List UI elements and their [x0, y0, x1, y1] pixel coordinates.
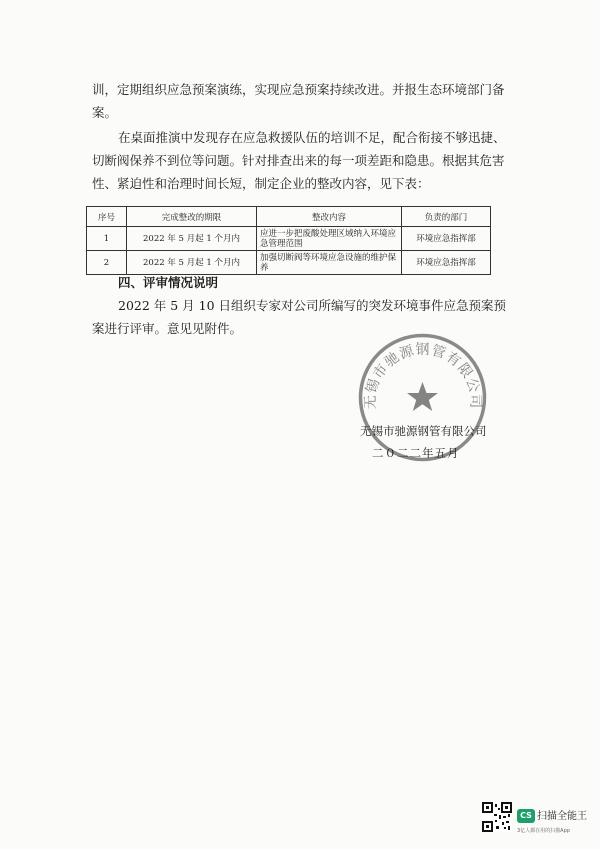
- header-content: 整改内容: [257, 207, 402, 227]
- header-department: 负责的部门: [402, 207, 491, 227]
- table-row: [87, 227, 491, 251]
- app-name: 扫描全能王: [537, 811, 587, 822]
- app-slogan: 3亿人都在用的扫描App: [517, 828, 570, 834]
- cell-index: 1: [87, 227, 127, 251]
- cell-department: 环境应急指挥部: [402, 227, 491, 251]
- header-deadline: 完成整改的期限: [127, 207, 257, 227]
- cell-deadline: 2022 年 5 月起 1 个月内: [127, 227, 257, 251]
- cell-content: 应进一步把废酸处理区域纳入环境应急管理范围: [257, 227, 402, 251]
- paragraph-deficiencies: 在桌面推演中发现存在应急救援队伍的培训不足，配合衔接不够迅捷、切断阀保养不到位等问题。针对排查出来的每一项差距和隐患。根据其危害性、紧迫性和治理时间长短，制定企业的整改内容，见下表：: [92, 130, 506, 191]
- cell-deadline: 2022 年 5 月起 1 个月内: [127, 251, 257, 275]
- camscanner-logo-icon: CS: [517, 809, 535, 823]
- paragraph-drill: 训，定期组织应急预案演练，实现应急预案持续改进。并报生态环境部门备案。: [92, 82, 505, 120]
- qr-code-icon: [482, 802, 512, 832]
- table-header-row: [87, 207, 491, 227]
- svg-text:无锡市驰源钢管有限公司: 无锡市驰源钢管有限公司: [362, 342, 484, 410]
- rectification-table: [86, 206, 491, 275]
- scanner-watermark: [482, 802, 594, 842]
- cell-department: 环境应急指挥部: [402, 251, 491, 275]
- signature-company-name: 无锡市驰源钢管有限公司: [360, 424, 487, 438]
- cell-content: 加强切断阀等环境应急设施的维护保养: [257, 251, 402, 275]
- section-heading-review: 四、评审情况说明: [118, 275, 219, 290]
- header-index: 序号: [87, 207, 127, 227]
- paragraph-review: 2022 年 5 月 10 日组织专家对公司所编写的突发环境事件应急预案预案进行评审。意见见附件。: [92, 298, 507, 336]
- table-row: [87, 251, 491, 275]
- signature-date: 二０二二年五月: [372, 446, 460, 460]
- cell-index: 2: [87, 251, 127, 275]
